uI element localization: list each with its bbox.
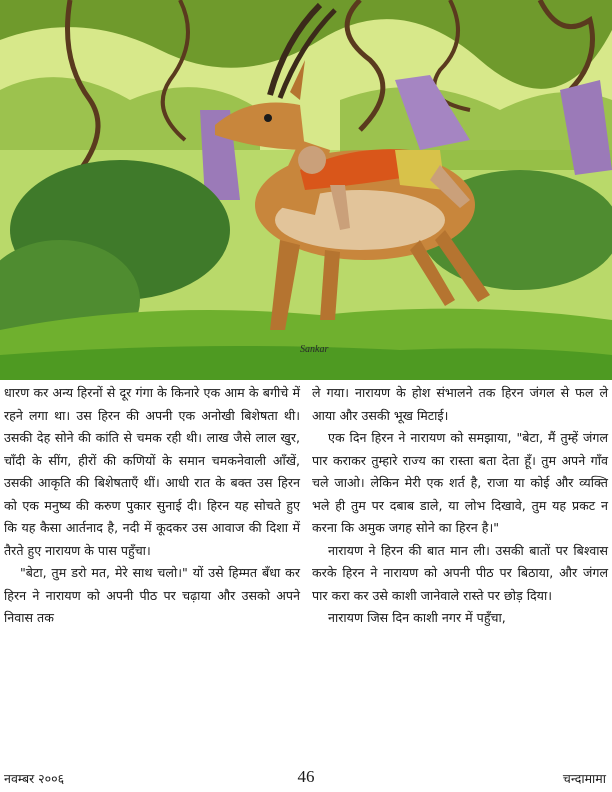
illustrator-signature: Sankar xyxy=(300,344,329,355)
page-number: 46 xyxy=(297,767,315,786)
story-paragraph: ले गया। नारायण के होश संभालने तक हिरन जंगल से फल ले आया और उसकी भूख मिटाई। xyxy=(312,385,608,423)
story-paragraph: एक दिन हिरन ने नारायण को समझाया, "बेटा, मैं तुम्हें जंगल पार कराकर तुम्हारे राज्य का रास्ता बता देता हूँ। तुम अपने गाँव चले जाओ। लेकिन मेरी एक शर्त है, राजा या कोई और व्यक्ति भले ही तुम पर दबाब डाले, या लोभ दिखावे, तुम यह प्रकट न करना कि अमुक जगह सोने का हिरन है।" xyxy=(312,430,608,535)
story-illustration xyxy=(0,0,612,380)
right-text-column xyxy=(312,382,608,630)
left-text-column xyxy=(4,382,300,630)
magazine-name: चन्दामामा xyxy=(562,771,606,786)
deer-carrying-boy-illustration xyxy=(0,0,612,380)
story-paragraph: "बेटा, तुम डरो मत, मेरे साथ चलो।" यों उसे हिम्मत बँधा कर हिरन ने नारायण को अपनी पीठ पर चढ़ाया और उसको अपने निवास तक xyxy=(4,565,300,625)
story-paragraph: नारायण ने हिरन की बात मान ली। उसकी बातों पर बिश्वास करके हिरन ने नारायण को अपनी पीठ पर बिठाया, और जंगल पार करा कर उसे काशी जानेवाले रास्ते पर छोड़ दिया। xyxy=(312,542,608,603)
story-paragraph: धारण कर अन्य हिरनों से दूर गंगा के किनारे एक आम के बगीचे में रहने लगा था। उस हिरन की अपनी एक अनोखी बिशेषता थी। उसकी देह सोने की कांति से चमक रही थी। लाख जैसे लाल खुर, चाँदी के सींग, हीरों की कणियों के समान चमकनेवाली आँखें, उसकी आकृति की बिशेषताएँ थीं। आधी रात के बक्त उस हिरन को एक मनुष्य की करुण पुकार सुनाई दी। हिरन यह सोचते हुए कि यह कैसा आर्तनाद है, नदी में कूदकर उस आवाज की दिशा में तैरते हुए नारायण के पास पहुँचा। xyxy=(4,385,300,558)
issue-date: नवम्बर २००६ xyxy=(4,771,65,786)
page-footer xyxy=(0,764,612,790)
story-paragraph: नारायण जिस दिन काशी नगर में पहुँचा, xyxy=(328,610,506,625)
